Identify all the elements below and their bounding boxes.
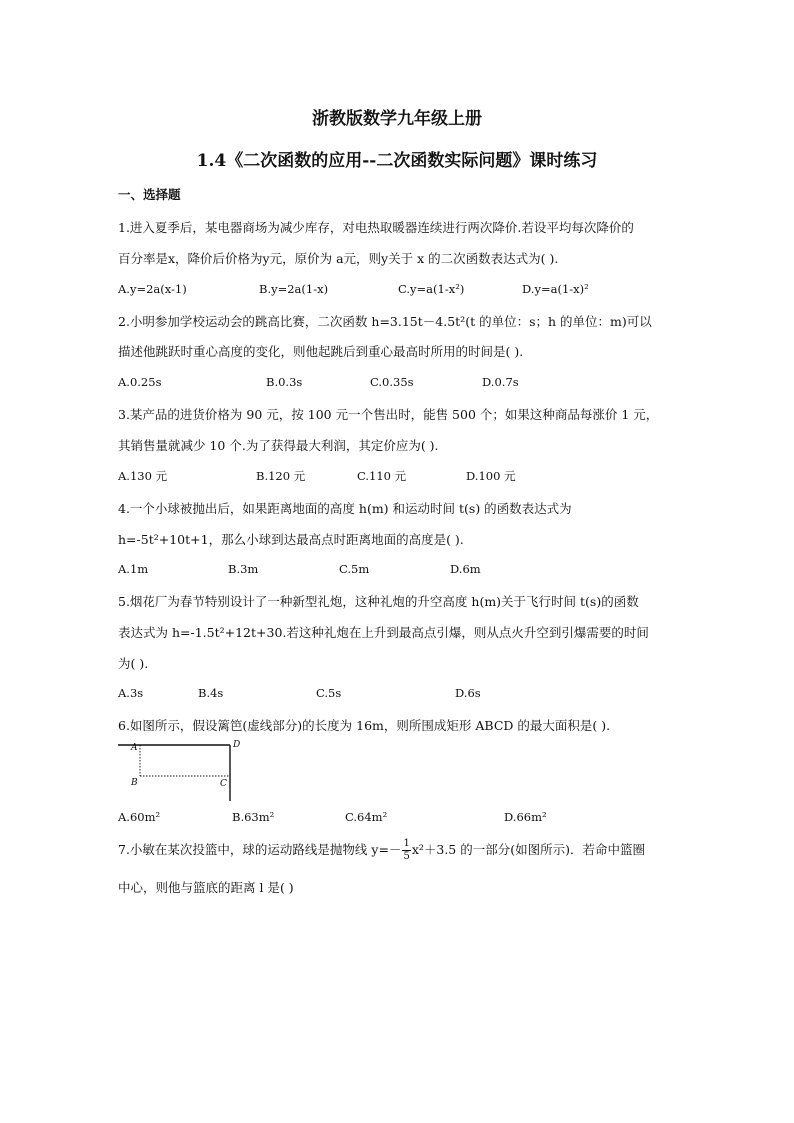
rectangle-fence-figure — [118, 738, 243, 803]
question-6-option-c: C.64m² — [345, 810, 388, 824]
question-3-option-d: D.100 元 — [466, 469, 516, 483]
question-2-option-c: C.0.35s — [370, 375, 414, 389]
question-5-line-3: 为( ). — [118, 656, 149, 671]
question-5-option-d: D.6s — [455, 686, 481, 700]
question-2-option-d: D.0.7s — [482, 375, 519, 389]
question-4-option-a: A.1m — [118, 562, 149, 576]
question-1-option-c: C.y=a(1-x²) — [398, 282, 465, 296]
question-4-option-d: D.6m — [450, 562, 481, 576]
document-subtitle: 1.4《二次函数的应用--二次函数实际问题》课时练习 — [196, 151, 598, 171]
question-1-option-a: A.y=2a(x-1) — [118, 282, 187, 296]
question-3-option-c: C.110 元 — [357, 469, 407, 483]
question-6-option-d: D.66m² — [504, 810, 547, 824]
question-5-line-1: 5.烟花厂为春节特别设计了一种新型礼炮，这种礼炮的升空高度 h(m)关于飞行时间 t(s)的函数 — [118, 594, 639, 609]
fraction-one-fifth — [402, 838, 410, 863]
question-4-line-2: h=-5t²+10t+1，那么小球到达最高点时距离地面的高度是( ). — [118, 532, 464, 547]
question-4-option-b: B.3m — [228, 562, 259, 576]
question-7-text-before: 7.小敏在某次投篮中，球的运动路线是抛物线 y=－ — [118, 842, 402, 857]
question-1-line-1: 1.进入夏季后，某电器商场为减少库存，对电热取暖器连续进行两次降价.若设平均每次降价的 — [118, 220, 634, 235]
figure-label-d: D — [233, 740, 241, 750]
question-3-option-b: B.120 元 — [256, 469, 306, 483]
question-2-option-b: B.0.3s — [266, 375, 303, 389]
document-title: 浙教版数学九年级上册 — [312, 109, 482, 129]
question-2-line-1: 2.小明参加学校运动会的跳高比赛，二次函数 h=3.15t－4.5t²(t 的单位：s；h 的单位：m)可以 — [118, 314, 652, 329]
question-5-line-2: 表达式为 h=-1.5t²+12t+30.若这种礼炮在上升到最高点引爆，则从点火升空到引爆需要的时间 — [118, 625, 649, 640]
question-4-line-1: 4.一个小球被抛出后，如果距离地面的高度 h(m) 和运动时间 t(s) 的函数表达式为 — [118, 501, 572, 516]
question-2-option-a: A.0.25s — [118, 375, 162, 389]
question-1-line-2: 百分率是x，降价后价格为y元，原价为 a元，则y关于 x 的二次函数表达式为( ). — [118, 251, 559, 266]
question-2-line-2: 描述他跳跃时重心高度的变化，则他起跳后到重心最高时所用的时间是( ). — [118, 344, 524, 359]
question-7-line-2: 中心，则他与篮底的距离 l 是( ) — [118, 880, 294, 895]
question-5-option-c: C.5s — [316, 686, 342, 700]
fraction-numerator: 1 — [403, 838, 410, 849]
question-3-line-2: 其销售量就减少 10 个.为了获得最大利润，其定价应为( ). — [118, 438, 439, 453]
question-6-option-b: B.63m² — [232, 810, 275, 824]
figure-label-b: B — [131, 778, 138, 788]
question-3-option-a: A.130 元 — [118, 469, 168, 483]
question-3-line-1: 3.某产品的进货价格为 90 元，按 100 元一个售出时，能售 500 个；如果这种商品每涨价 1 元， — [118, 407, 659, 422]
question-1-option-d: D.y=a(1-x)² — [522, 282, 589, 296]
question-5-option-b: B.4s — [198, 686, 224, 700]
question-1-option-b: B.y=2a(1-x) — [259, 282, 329, 296]
question-5-option-a: A.3s — [118, 686, 144, 700]
question-7-text-after: x²＋3.5 的一部分(如图所示)．若命中篮圈 — [411, 842, 645, 857]
question-4-option-c: C.5m — [339, 562, 370, 576]
fraction-denominator: 5 — [403, 851, 410, 862]
question-6-line-1: 6.如图所示，假设篱笆(虚线部分)的长度为 16m，则所围成矩形 ABCD 的最大面积是( ). — [118, 718, 611, 733]
question-7-line-1 — [118, 838, 645, 863]
figure-label-a: A — [131, 743, 138, 753]
figure-label-c: C — [220, 779, 227, 789]
section-heading: 一、选择题 — [118, 187, 181, 202]
question-6-option-a: A.60m² — [118, 810, 161, 824]
